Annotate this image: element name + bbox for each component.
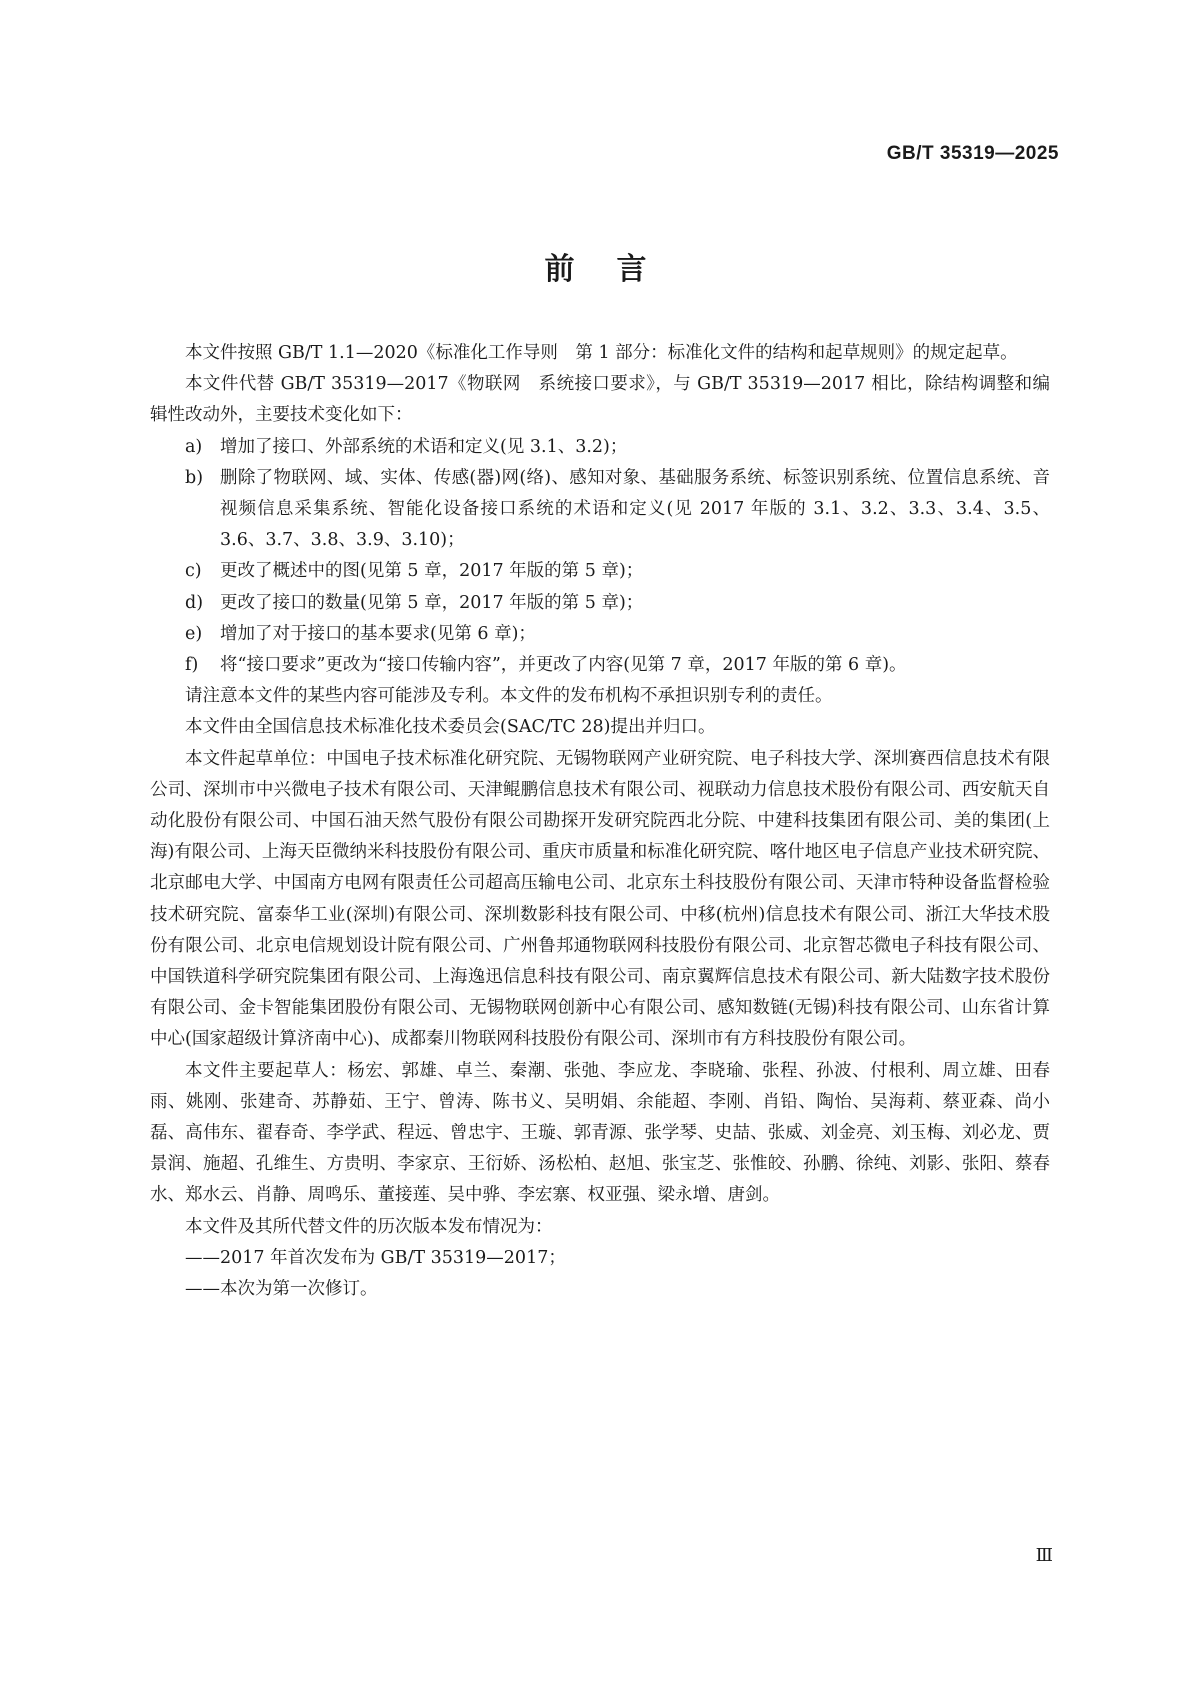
document-body bbox=[150, 338, 1050, 1305]
paragraph-patent-notice: 请注意本文件的某些内容可能涉及专利。本文件的发布机构不承担识别专利的责任。 bbox=[185, 686, 833, 707]
list-item-text: 更改了接口的数量(见第 5 章，2017 年版的第 5 章)； bbox=[220, 592, 644, 613]
paragraph-version-history: 本文件及其所代替文件的历次版本发布情况为： bbox=[185, 1216, 553, 1237]
page-title: 前言 bbox=[544, 252, 689, 287]
list-item-text: 更改了概述中的图(见第 5 章，2017 年版的第 5 章)； bbox=[220, 561, 644, 582]
list-item-label: b) bbox=[185, 467, 204, 488]
list-item-text: 将“接口要求”更改为“接口传输内容”，并更改了内容(见第 7 章，2017 年版的第 6 章)。 bbox=[220, 655, 907, 676]
paragraph-replaces: 本文件代替 GB/T 35319—2017《物联网 系统接口要求》，与 GB/T 35319—2017 相比，除结构调整和编辑性改动外，主要技术变化如下： bbox=[150, 374, 1050, 426]
list-item-label: d) bbox=[185, 592, 204, 613]
list-item-label: e) bbox=[185, 623, 203, 644]
list-item bbox=[150, 556, 1050, 587]
page-number: Ⅲ bbox=[1035, 1545, 1053, 1566]
list-item-text: 增加了接口、外部系统的术语和定义(见 3.1、3.2)； bbox=[220, 436, 628, 457]
paragraph-drafting-rules: 本文件按照 GB/T 1.1—2020《标准化工作导则 第 1 部分：标准化文件的结构和起草规则》的规定起草。 bbox=[185, 343, 1018, 363]
list-item-text: 增加了对于接口的基本要求(见第 6 章)； bbox=[220, 623, 536, 644]
list-item bbox=[150, 588, 1050, 619]
paragraph-proposer: 本文件由全国信息技术标准化技术委员会(SAC/TC 28)提出并归口。 bbox=[185, 717, 716, 738]
list-item bbox=[150, 463, 1050, 557]
history-item: ——2017 年首次发布为 GB/T 35319—2017； bbox=[185, 1247, 566, 1268]
list-item-text: 删除了物联网、域、实体、传感(器)网(络)、感知对象、基础服务系统、标签识别系统、位置信息系统、音视频信息采集系统、智能化设备接口系统的术语和定义(见 2017 年版的 3.1、3.2、3.3、3.4、3.5、3.6、3.7、3.8、3.9、3.10)； bbox=[220, 467, 1050, 551]
list-item-label: f) bbox=[185, 655, 199, 676]
paragraph-drafters: 本文件主要起草人：杨宏、郭雄、卓兰、秦潮、张弛、李应龙、李晓瑜、张程、孙波、付根利、周立雄、田春雨、姚刚、张建奇、苏静茹、王宁、曾涛、陈书义、吴明娟、余能超、李刚、肖铅、陶怡、吴海莉、蔡亚森、尚小磊、高伟东、翟春奇、李学武、程远、曾忠宇、王璇、郭青源、张学琴、史喆、张威、刘金亮、刘玉梅、刘必龙、贾景润、施超、孔维生、方贵明、李家京、王衍娇、汤松柏、赵旭、张宝芝、张惟皎、孙鹏、徐纯、刘影、张阳、蔡春水、郑水云、肖静、周鸣乐、董接莲、吴中骅、李宏寨、权亚强、梁永增、唐剑。 bbox=[150, 1060, 1050, 1206]
list-item bbox=[150, 619, 1050, 650]
list-item-label: c) bbox=[185, 561, 202, 582]
history-item: ——本次为第一次修订。 bbox=[185, 1279, 378, 1300]
list-item bbox=[150, 650, 1050, 681]
paragraph-drafting-units: 本文件起草单位：中国电子技术标准化研究院、无锡物联网产业研究院、电子科技大学、深圳赛西信息技术有限公司、深圳市中兴微电子技术有限公司、天津鲲鹏信息技术有限公司、视联动力信息技术股份有限公司、西安航天自动化股份有限公司、中国石油天然气股份有限公司勘探开发研究院西北分院、中建科技集团有限公司、美的集团(上海)有限公司、上海天臣微纳米科技股份有限公司、重庆市质量和标准化研究院、喀什地区电子信息产业技术研究院、北京邮电大学、中国南方电网有限责任公司超高压输电公司、北京东土科技股份有限公司、天津市特种设备监督检验技术研究院、富泰华工业(深圳)有限公司、深圳数影科技有限公司、中移(杭州)信息技术有限公司、浙江大华技术股份有限公司、北京电信规划设计院有限公司、广州鲁邦通物联网科技股份有限公司、北京智芯微电子科技有限公司、中国铁道科学研究院集团有限公司、上海逸迅信息科技有限公司、南京翼辉信息技术有限公司、新大陆数字技术股份有限公司、金卡智能集团股份有限公司、无锡物联网创新中心有限公司、感知数链(无锡)科技有限公司、山东省计算中心(国家超级计算济南中心)、成都秦川物联网科技股份有限公司、深圳市有方科技股份有限公司。 bbox=[150, 748, 1050, 1050]
list-item-label: a) bbox=[185, 436, 203, 457]
changes-list bbox=[150, 432, 1050, 682]
standard-number: GB/T 35319—2025 bbox=[886, 143, 1059, 164]
list-item bbox=[150, 432, 1050, 463]
